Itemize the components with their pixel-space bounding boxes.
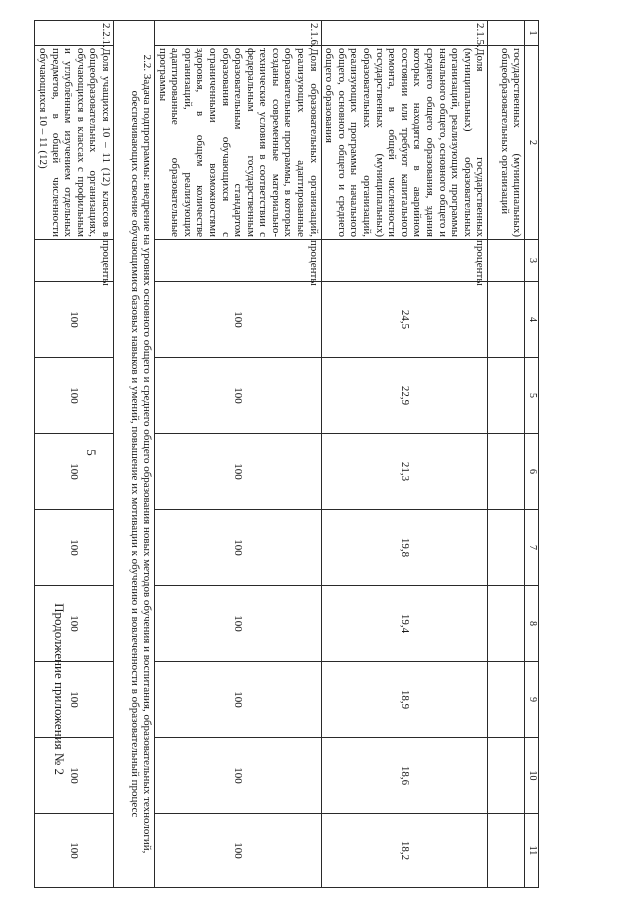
value-cell: 100: [154, 814, 321, 888]
value-cell: 100: [35, 814, 114, 888]
indicators-table: [34, 20, 539, 888]
table-row: [154, 21, 321, 888]
header-cell: 11: [525, 814, 539, 888]
value-cell: [488, 510, 525, 586]
value-cell: 100: [154, 434, 321, 510]
indicator-name: Доля государственных (муниципальных) образовательных организаций, реализующих программы начального общего, основного общего и среднего общего образования, здания которых находятся в аварийном состоянии или требуют капитального ремонта, в общей численности государственных (муниципальных) образовательных организаций, реализующих программы начального общего, основного общего и среднего общего образования: [321, 46, 488, 240]
value-cell: 100: [154, 358, 321, 434]
subprogram-task: 2.2. Задача подпрограммы: внедрение на уровнях основного общего и среднего общего образования новых методов обучения и воспитания, образовательных технологий, обеспечивающих освоение обучающимися базовых навыков и умений, повышение их мотивации к обучению и вовлеченности в образовательный процесс: [113, 21, 154, 888]
task-row: [113, 21, 154, 888]
value-cell: [488, 738, 525, 814]
value-cell: 100: [154, 586, 321, 662]
value-cell: 100: [154, 282, 321, 358]
indicator-name: Доля образовательных организаций, реализующих адаптированные образовательные программы, в которых созданы современные материально-технические условия в соответствии с федеральным государственным образовательным стандартом образования обучающихся с ограниченными возможностями здоровья, в общем количестве организаций, реализующих адаптированные образовательные программы: [154, 46, 321, 240]
value-cell: 21,3: [321, 434, 488, 510]
value-cell: 100: [35, 662, 114, 738]
value-cell: 100: [35, 434, 114, 510]
value-cell: 100: [35, 738, 114, 814]
unit-cell: проценты: [321, 240, 488, 282]
header-cell: 5: [525, 358, 539, 434]
indicator-name: государственных (муниципальных) общеобразовательных организаций: [488, 46, 525, 240]
value-cell: 100: [154, 662, 321, 738]
header-cell: 9: [525, 662, 539, 738]
header-cell: 3: [525, 240, 539, 282]
value-cell: [488, 814, 525, 888]
appendix-caption: Продолжение приложения № 2: [52, 603, 67, 775]
value-cell: 24,5: [321, 282, 488, 358]
value-cell: 18,9: [321, 662, 488, 738]
value-cell: 19,4: [321, 586, 488, 662]
value-cell: [488, 358, 525, 434]
header-cell: 8: [525, 586, 539, 662]
value-cell: 22,9: [321, 358, 488, 434]
value-cell: 19,8: [321, 510, 488, 586]
row-index: 2.2.1.: [35, 21, 114, 46]
value-cell: 100: [35, 586, 114, 662]
value-cell: [488, 434, 525, 510]
header-cell: 1: [525, 21, 539, 46]
row-index: 2.1.6.: [154, 21, 321, 46]
table-row: [321, 21, 488, 888]
row-index: 2.1.5.: [321, 21, 488, 46]
value-cell: 18,2: [321, 814, 488, 888]
unit-cell: проценты: [35, 240, 114, 282]
table-row: [488, 21, 525, 888]
unit-cell: [488, 240, 525, 282]
page-number: 5: [84, 449, 99, 456]
value-cell: 100: [154, 738, 321, 814]
value-cell: 100: [35, 358, 114, 434]
value-cell: 100: [154, 510, 321, 586]
indicator-name: Доля учащихся 10 – 11 (12) классов в общеобразовательных организациях, обучающихся в классах с профильным и углублённым изучением отдельных предметов, в общей численности обучающихся 10 – 11 (12): [35, 46, 114, 240]
header-cell: 4: [525, 282, 539, 358]
value-cell: 18,6: [321, 738, 488, 814]
header-cell: 7: [525, 510, 539, 586]
table-header-row: [525, 21, 539, 888]
table-row: [35, 21, 114, 888]
header-cell: 2: [525, 46, 539, 240]
row-index: [488, 21, 525, 46]
value-cell: [488, 282, 525, 358]
header-cell: 10: [525, 738, 539, 814]
header-cell: 6: [525, 434, 539, 510]
unit-cell: проценты: [154, 240, 321, 282]
value-cell: 100: [35, 282, 114, 358]
value-cell: [488, 586, 525, 662]
value-cell: [488, 662, 525, 738]
value-cell: 100: [35, 510, 114, 586]
